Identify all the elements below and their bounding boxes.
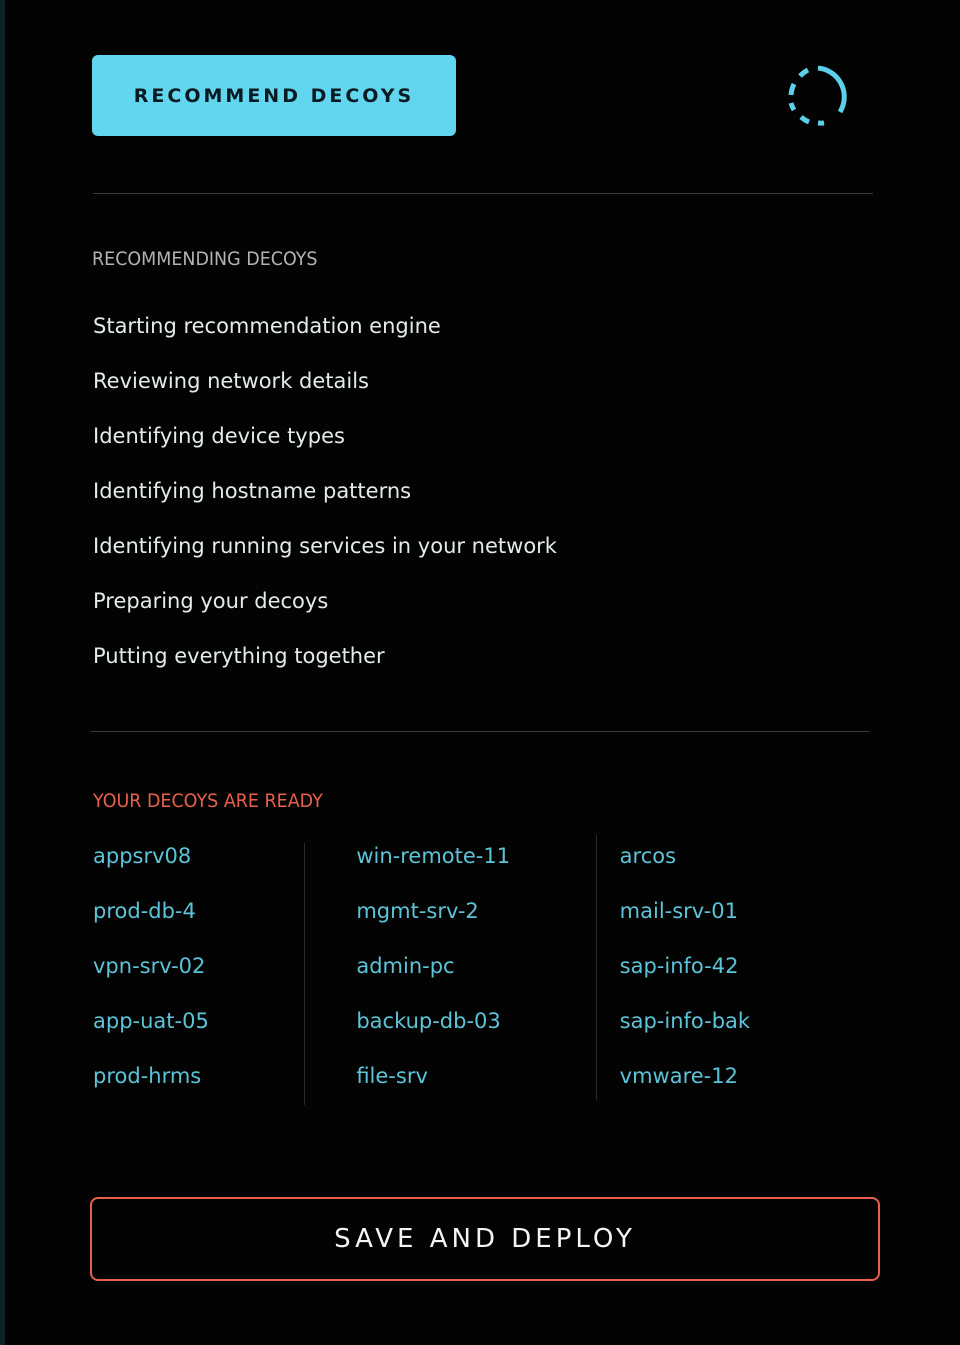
save-and-deploy-button[interactable]: SAVE AND DEPLOY [90,1197,880,1281]
decoy-item[interactable]: sap-info-42 [619,954,739,978]
recommend-decoys-button[interactable]: RECOMMEND DECOYS [92,55,456,136]
progress-step: Identifying device types [93,424,345,448]
decoy-item[interactable]: prod-hrms [93,1064,202,1088]
decoy-item[interactable]: backup-db-03 [356,1009,501,1033]
decoy-item[interactable]: file-srv [356,1064,428,1088]
decoy-item[interactable]: app-uat-05 [93,1009,209,1033]
decoy-item[interactable]: admin-pc [356,954,455,978]
decoy-item[interactable]: mail-srv-01 [619,899,738,923]
decoy-item[interactable]: vpn-srv-02 [93,954,206,978]
decoy-column-1 [93,836,356,1111]
decoy-item[interactable]: arcos [619,844,677,868]
decoy-column-3 [620,836,883,1111]
middle-divider [90,731,870,732]
decoy-item[interactable]: mgmt-srv-2 [356,899,479,923]
progress-step: Putting everything together [93,644,385,668]
decoy-item[interactable]: prod-db-4 [93,899,196,923]
progress-steps-list [93,308,557,693]
decoy-item[interactable]: win-remote-11 [356,844,511,868]
progress-step: Identifying hostname patterns [93,479,412,503]
recommending-decoys-label: RECOMMENDING DECOYS [92,248,318,270]
decoy-column-2 [356,836,619,1111]
progress-step: Identifying running services in your network [93,534,557,558]
progress-step: Preparing your decoys [93,589,329,613]
decoys-ready-label: YOUR DECOYS ARE READY [93,790,323,812]
decoy-item[interactable]: vmware-12 [619,1064,738,1088]
decoy-item[interactable]: appsrv08 [93,844,192,868]
loading-spinner-icon [778,60,854,132]
progress-step: Starting recommendation engine [93,314,441,338]
left-edge-strip [0,0,5,1345]
progress-step: Reviewing network details [93,369,369,393]
decoy-item[interactable]: sap-info-bak [619,1009,751,1033]
decoy-list [93,836,883,1111]
top-divider [93,193,873,194]
